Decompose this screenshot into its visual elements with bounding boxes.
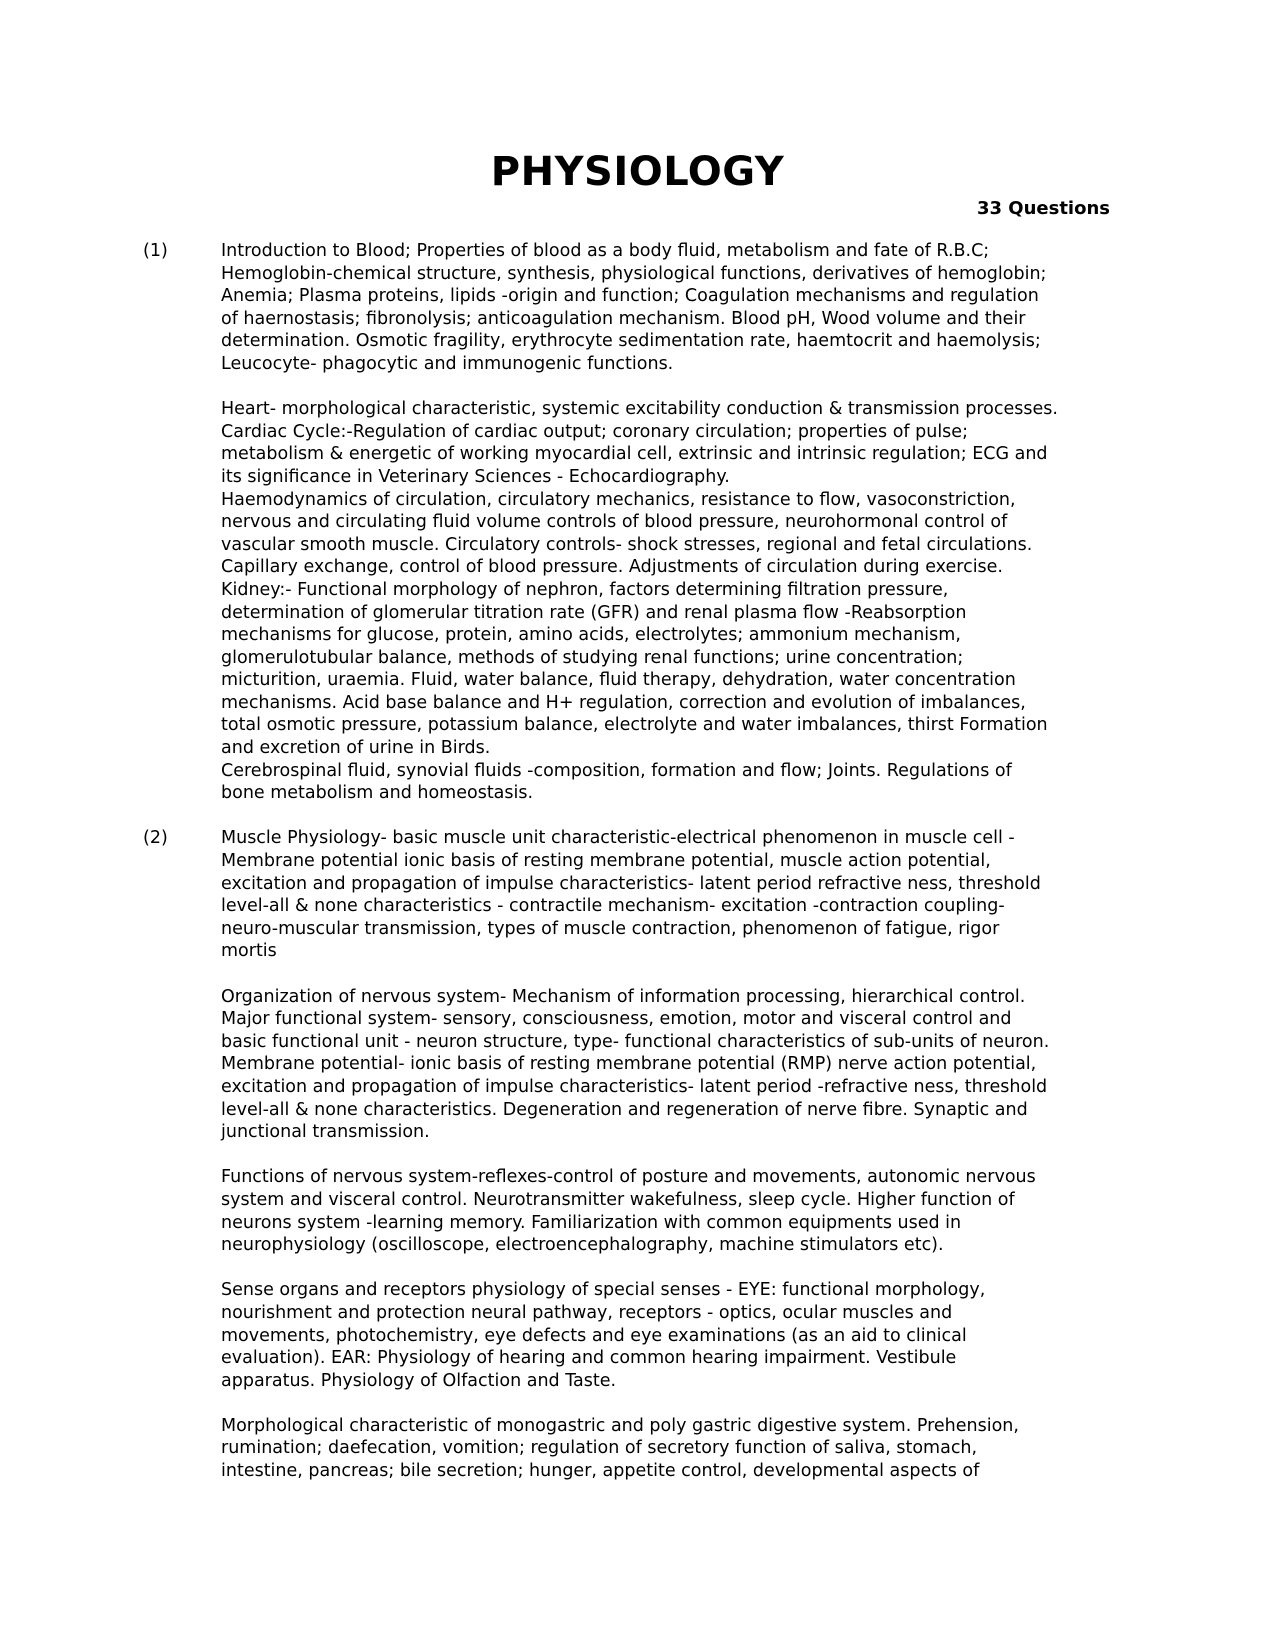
text-line: metabolism & energetic of working myocardial cell, extrinsic and intrinsic regulation; ECG and	[221, 444, 1048, 465]
text-line: neurophysiology (oscilloscope, electroencephalography, machine stimulators etc).	[221, 1235, 944, 1256]
text-line: its significance in Veterinary Sciences - Echocardiography.	[221, 466, 730, 487]
text-line: apparatus. Physiology of Olfaction and Taste.	[221, 1370, 617, 1391]
text-line: Haemodynamics of circulation, circulatory mechanics, resistance to flow, vasoconstriction,	[221, 489, 1016, 510]
text-line: of haernostasis; fibronolysis; anticoagulation mechanism. Blood pH, Wood volume and their	[221, 308, 1026, 329]
text-line: intestine, pancreas; bile secretion; hunger, appetite control, developmental aspects of	[221, 1461, 980, 1482]
text-line: mechanisms. Acid base balance and H+ regulation, correction and evolution of imbalances,	[221, 692, 1026, 713]
syllabus-section	[143, 827, 1133, 1482]
text-line: evaluation). EAR: Physiology of hearing and common hearing impairment. Vestibule	[221, 1348, 957, 1369]
text-line: bone metabolism and homeostasis.	[221, 783, 534, 804]
text-line: level-all & none characteristics - contractile mechanism- excitation -contraction coupling-	[221, 896, 1005, 917]
text-line: nourishment and protection neural pathway, receptors - optics, ocular muscles and	[221, 1302, 953, 1323]
text-line: vascular smooth muscle. Circulatory controls- shock stresses, regional and fetal circulations.	[221, 534, 1033, 555]
text-line: mortis	[221, 941, 277, 962]
syllabus-paragraph	[221, 240, 1133, 376]
text-line: total osmotic pressure, potassium balance, electrolyte and water imbalances, thirst Formation	[221, 715, 1048, 736]
text-line: junctional transmission.	[221, 1122, 430, 1143]
syllabus-paragraph	[221, 986, 1133, 1144]
syllabus-section	[143, 240, 1133, 805]
text-line: movements, photochemistry, eye defects and eye examinations (as an aid to clinical	[221, 1325, 967, 1346]
page-title: PHYSIOLOGY	[490, 149, 785, 195]
text-line: micturition, uraemia. Fluid, water balance, fluid therapy, dehydration, water concentration	[221, 670, 1016, 691]
text-line: nervous and circulating fluid volume controls of blood pressure, neurohormonal control of	[221, 512, 1008, 533]
text-line: excitation and propagation of impulse characteristics- latent period -refractive ness, threshold	[221, 1076, 1048, 1097]
text-line: Membrane potential- ionic basis of resting membrane potential (RMP) nerve action potential,	[221, 1054, 1037, 1075]
text-line: glomerulotubular balance, methods of studying renal functions; urine concentration;	[221, 647, 964, 668]
section-number: (2)	[143, 828, 168, 849]
text-line: Introduction to Blood; Properties of blood as a body fluid, metabolism and fate of R.B.C;	[221, 241, 990, 261]
text-line: Major functional system- sensory, consciousness, emotion, motor and visceral control and	[221, 1009, 1012, 1030]
question-count: 33 Questions	[976, 198, 1110, 219]
text-line: Muscle Physiology- basic muscle unit characteristic-electrical phenomenon in muscle cell -	[221, 828, 1015, 849]
syllabus-paragraph	[221, 398, 1133, 805]
text-line: neuro-muscular transmission, types of muscle contraction, phenomenon of fatigue, rigor	[221, 918, 1000, 939]
text-line: Hemoglobin-chemical structure, synthesis, physiological functions, derivatives of hemoglobin;	[221, 263, 1047, 284]
syllabus-sections	[143, 240, 1133, 1505]
text-line: determination. Osmotic fragility, erythrocyte sedimentation rate, haemtocrit and haemolysis;	[221, 331, 1041, 352]
text-line: and excretion of urine in Birds.	[221, 738, 491, 759]
section-body	[221, 827, 1133, 1482]
text-line: excitation and propagation of impulse characteristics- latent period refractive ness, threshold	[221, 873, 1041, 894]
text-line: system and visceral control. Neurotransmitter wakefulness, sleep cycle. Higher function of	[221, 1189, 1015, 1210]
text-line: Organization of nervous system- Mechanism of information processing, hierarchical control.	[221, 986, 1026, 1007]
text-line: Anemia; Plasma proteins, lipids -origin and function; Coagulation mechanisms and regulation	[221, 286, 1039, 307]
text-line: Sense organs and receptors physiology of special senses - EYE: functional morphology,	[221, 1280, 986, 1301]
text-line: level-all & none characteristics. Degeneration and regeneration of nerve fibre. Synaptic and	[221, 1099, 1028, 1120]
text-line: rumination; daefecation, vomition; regulation of secretory function of saliva, stomach,	[221, 1438, 978, 1459]
text-line: neurons system -learning memory. Familiarization with common equipments used in	[221, 1212, 962, 1233]
text-line: mechanisms for glucose, protein, amino acids, electrolytes; ammonium mechanism,	[221, 625, 961, 646]
text-line: Heart- morphological characteristic, systemic excitability conduction & transmission processes.	[221, 399, 1058, 420]
text-line: Membrane potential ionic basis of resting membrane potential, muscle action potential,	[221, 851, 991, 872]
text-line: determination of glomerular titration rate (GFR) and renal plasma flow -Reabsorption	[221, 602, 967, 623]
text-line: Leucocyte- phagocytic and immunogenic functions.	[221, 353, 674, 374]
text-line: Kidney:- Functional morphology of nephron, factors determining filtration pressure,	[221, 579, 949, 600]
syllabus-paragraph	[221, 1415, 1133, 1483]
text-line: Cardiac Cycle:-Regulation of cardiac output; coronary circulation; properties of pulse;	[221, 421, 968, 442]
text-line: Capillary exchange, control of blood pressure. Adjustments of circulation during exercise.	[221, 557, 1003, 578]
syllabus-paragraph	[221, 1166, 1133, 1256]
text-line: Functions of nervous system-reflexes-control of posture and movements, autonomic nervous	[221, 1167, 1036, 1188]
text-line: basic functional unit - neuron structure, type- functional characteristics of sub-units of neuron.	[221, 1031, 1050, 1052]
text-line: Morphological characteristic of monogastric and poly gastric digestive system. Prehension,	[221, 1415, 1019, 1436]
section-number: (1)	[143, 241, 168, 261]
syllabus-paragraph	[221, 827, 1133, 963]
section-body	[221, 240, 1133, 805]
text-line: Cerebrospinal fluid, synovial fluids -composition, formation and flow; Joints. Regulations of	[221, 760, 1012, 781]
syllabus-paragraph	[221, 1279, 1133, 1392]
